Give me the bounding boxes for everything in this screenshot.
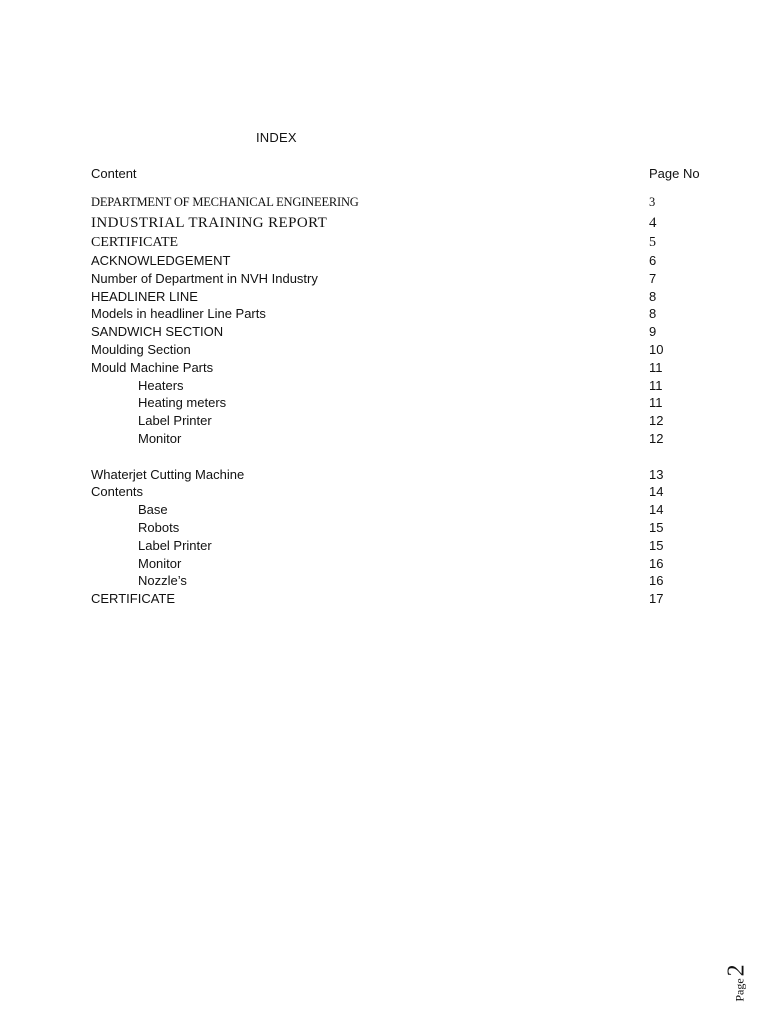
toc-entry [91, 341, 731, 359]
toc-entry [91, 270, 731, 288]
toc-entry-label: Number of Department in NVH Industry [91, 270, 318, 286]
toc-entry-page: 13 [649, 466, 664, 482]
toc-entry-label: Models in headliner Line Parts [91, 306, 266, 322]
toc-entry-label: Label Printer [138, 413, 212, 429]
toc-entry-label: Mould Machine Parts [91, 359, 214, 375]
toc-entry-page: 6 [649, 253, 657, 268]
toc-subentry [91, 412, 731, 430]
toc-subentry [91, 501, 731, 519]
toc-entry-page: 4 [649, 215, 657, 231]
toc-entry [91, 288, 731, 306]
toc-entry-page: 8 [649, 306, 657, 322]
page-word: Page [732, 978, 747, 1002]
toc-subentry [91, 519, 731, 537]
toc-entry-label: CERTIFICATE [91, 591, 176, 607]
toc-entry-page: 16 [649, 573, 664, 589]
toc-entry-page: 11 [649, 377, 663, 393]
toc-subentry [91, 555, 731, 573]
toc-entry [91, 252, 731, 270]
toc-entry-label: Robots [138, 519, 180, 535]
toc-entry-page: 14 [649, 484, 664, 500]
content-column-header: Content [91, 166, 137, 181]
toc-entry [91, 483, 731, 501]
toc-entry-label: Nozzle’s [138, 573, 187, 589]
toc-entry-label: Heating meters [138, 395, 227, 411]
toc-entry [91, 212, 731, 234]
toc-entry-page: 14 [649, 502, 664, 518]
toc-entry-label: SANDWICH SECTION [91, 324, 224, 340]
toc-entry-label: Whaterjet Cutting Machine [91, 466, 245, 482]
toc-entry [91, 466, 731, 484]
toc-subentry [91, 430, 731, 448]
toc-subentry [91, 537, 731, 555]
toc-entry-label: Moulding Section [91, 341, 191, 357]
toc-subentry [91, 394, 731, 412]
toc-entry-page: 11 [649, 395, 663, 411]
toc-entry-label: DEPARTMENT OF MECHANICAL ENGINEERING [91, 195, 359, 209]
toc-entry-label: Contents [91, 484, 144, 500]
toc-entry-page: 9 [649, 324, 657, 340]
toc-entry-page: 5 [649, 235, 656, 250]
toc-entry-label: CERTIFICATE [91, 235, 179, 250]
toc-entry-label: Base [138, 502, 168, 518]
toc-entry [91, 323, 731, 341]
toc-subentry [91, 377, 731, 395]
toc-blank-line [91, 448, 731, 466]
toc-entry-label: INDUSTRIAL TRAINING REPORT [91, 215, 328, 231]
toc-entry-label: Monitor [138, 555, 182, 571]
toc-entry-page: 15 [649, 519, 664, 535]
toc-entry-page: 12 [649, 430, 664, 446]
toc-entry [91, 590, 731, 608]
toc-entry-page: 15 [649, 537, 664, 553]
toc-entry-page: 12 [649, 413, 664, 429]
toc-entry [91, 234, 731, 252]
toc-entry-label: HEADLINER LINE [91, 288, 198, 304]
toc-entry-label: Monitor [138, 430, 182, 446]
page-number-footer [722, 958, 752, 1008]
toc-entry-page: 16 [649, 555, 664, 571]
page-no-column-header: Page No [649, 166, 700, 181]
toc-entry-page: 11 [649, 359, 663, 375]
toc-subentry [91, 572, 731, 590]
toc-entry-page: 17 [649, 591, 664, 607]
toc-entry [91, 192, 731, 212]
toc-entry-page: 10 [649, 341, 664, 357]
toc-entry [91, 359, 731, 377]
page-number: 2 [723, 964, 750, 977]
toc-entry-label: Heaters [138, 377, 184, 393]
toc-entry-label: Label Printer [138, 537, 212, 553]
toc-entry-page: 7 [649, 270, 657, 286]
toc-entry-label: ACKNOWLEDGEMENT [91, 253, 231, 268]
toc-entry [91, 305, 731, 323]
table-of-contents [91, 192, 731, 608]
index-title: INDEX [256, 130, 297, 145]
toc-entry-page: 8 [649, 288, 657, 304]
toc-entry-page: 3 [649, 195, 656, 209]
